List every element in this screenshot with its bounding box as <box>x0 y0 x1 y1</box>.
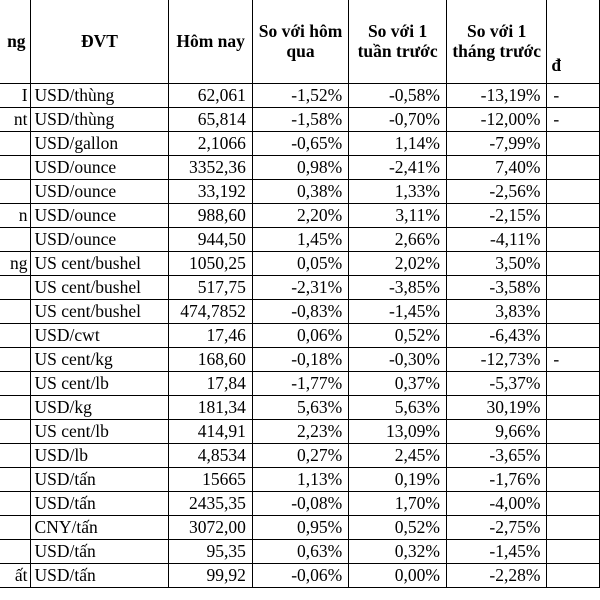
row-vs-week-cell: -1,45% <box>349 300 447 324</box>
row-unit-cell: USD/kg <box>30 396 169 420</box>
row-vs-week-cell: -0,30% <box>349 348 447 372</box>
header-vs-week: So với 1 tuần trước <box>349 0 447 84</box>
row-today-cell: 3352,36 <box>169 156 252 180</box>
row-extra-cell <box>547 300 600 324</box>
table-row <box>0 156 600 180</box>
table-row <box>0 492 600 516</box>
row-vs-month-cell: -12,73% <box>446 348 546 372</box>
row-unit-cell: CNY/tấn <box>30 516 169 540</box>
row-unit-cell: USD/lb <box>30 444 169 468</box>
row-name-cell <box>0 324 30 348</box>
row-name-cell: I <box>0 84 30 108</box>
table-row <box>0 396 600 420</box>
row-today-cell: 95,35 <box>169 540 252 564</box>
row-unit-cell: USD/tấn <box>30 540 169 564</box>
row-extra-cell <box>547 324 600 348</box>
row-today-cell: 414,91 <box>169 420 252 444</box>
row-vs-yesterday-cell: 0,38% <box>252 180 348 204</box>
row-vs-yesterday-cell: -1,58% <box>252 108 348 132</box>
row-extra-cell <box>547 276 600 300</box>
table-row <box>0 252 600 276</box>
row-today-cell: 2,1066 <box>169 132 252 156</box>
row-unit-cell: USD/thùng <box>30 84 169 108</box>
row-today-cell: 65,814 <box>169 108 252 132</box>
row-unit-cell: US cent/kg <box>30 348 169 372</box>
row-vs-week-cell: -2,41% <box>349 156 447 180</box>
row-unit-cell: USD/ounce <box>30 204 169 228</box>
row-vs-week-cell: 13,09% <box>349 420 447 444</box>
row-vs-yesterday-cell: 0,05% <box>252 252 348 276</box>
row-vs-month-cell: -2,75% <box>446 516 546 540</box>
row-name-cell: ng <box>0 252 30 276</box>
row-vs-week-cell: 0,37% <box>349 372 447 396</box>
row-vs-week-cell: 1,14% <box>349 132 447 156</box>
row-vs-month-cell: -2,56% <box>446 180 546 204</box>
row-vs-week-cell: 0,32% <box>349 540 447 564</box>
row-vs-yesterday-cell: 0,95% <box>252 516 348 540</box>
row-name-cell <box>0 180 30 204</box>
table-row <box>0 276 600 300</box>
row-today-cell: 474,7852 <box>169 300 252 324</box>
row-vs-month-cell: -12,00% <box>446 108 546 132</box>
table-row <box>0 324 600 348</box>
row-unit-cell: USD/ounce <box>30 228 169 252</box>
row-unit-cell: USD/gallon <box>30 132 169 156</box>
row-extra-cell <box>547 252 600 276</box>
row-vs-month-cell: -13,19% <box>446 84 546 108</box>
row-unit-cell: US cent/bushel <box>30 276 169 300</box>
row-vs-yesterday-cell: 5,63% <box>252 396 348 420</box>
table-row <box>0 420 600 444</box>
row-unit-cell: USD/ounce <box>30 156 169 180</box>
row-name-cell <box>0 228 30 252</box>
row-today-cell: 4,8534 <box>169 444 252 468</box>
row-extra-cell: - <box>547 84 600 108</box>
row-unit-cell: USD/tấn <box>30 492 169 516</box>
row-vs-week-cell: 2,45% <box>349 444 447 468</box>
row-vs-week-cell: -3,85% <box>349 276 447 300</box>
table-row <box>0 84 600 108</box>
row-name-cell <box>0 492 30 516</box>
row-vs-yesterday-cell: -0,83% <box>252 300 348 324</box>
row-vs-month-cell: -6,43% <box>446 324 546 348</box>
table-row <box>0 444 600 468</box>
table-row <box>0 372 600 396</box>
row-vs-month-cell: 30,19% <box>446 396 546 420</box>
table-row <box>0 180 600 204</box>
row-today-cell: 33,192 <box>169 180 252 204</box>
row-unit-cell: US cent/bushel <box>30 252 169 276</box>
row-today-cell: 181,34 <box>169 396 252 420</box>
row-name-cell <box>0 420 30 444</box>
row-vs-week-cell: 0,52% <box>349 516 447 540</box>
row-extra-cell <box>547 396 600 420</box>
row-vs-month-cell: 9,66% <box>446 420 546 444</box>
row-name-cell <box>0 132 30 156</box>
row-extra-cell <box>547 468 600 492</box>
row-unit-cell: USD/thùng <box>30 108 169 132</box>
row-extra-cell: - <box>547 108 600 132</box>
row-unit-cell: USD/cwt <box>30 324 169 348</box>
row-extra-cell <box>547 420 600 444</box>
row-vs-month-cell: -3,58% <box>446 276 546 300</box>
row-extra-cell <box>547 204 600 228</box>
row-today-cell: 62,061 <box>169 84 252 108</box>
row-vs-yesterday-cell: -0,65% <box>252 132 348 156</box>
row-vs-yesterday-cell: 2,20% <box>252 204 348 228</box>
table-row <box>0 516 600 540</box>
row-vs-yesterday-cell: -0,18% <box>252 348 348 372</box>
row-extra-cell <box>547 516 600 540</box>
row-vs-yesterday-cell: 0,98% <box>252 156 348 180</box>
row-vs-yesterday-cell: 1,13% <box>252 468 348 492</box>
row-name-cell: n <box>0 204 30 228</box>
row-vs-week-cell: 5,63% <box>349 396 447 420</box>
row-vs-month-cell: 3,83% <box>446 300 546 324</box>
row-vs-yesterday-cell: 0,06% <box>252 324 348 348</box>
row-extra-cell <box>547 564 600 588</box>
row-unit-cell: US cent/lb <box>30 420 169 444</box>
row-vs-week-cell: 2,02% <box>349 252 447 276</box>
row-vs-week-cell: 2,66% <box>349 228 447 252</box>
row-name-cell <box>0 516 30 540</box>
header-row <box>0 0 600 84</box>
row-vs-month-cell: -2,15% <box>446 204 546 228</box>
row-today-cell: 988,60 <box>169 204 252 228</box>
table-row <box>0 348 600 372</box>
row-name-cell <box>0 348 30 372</box>
table-body <box>0 84 600 588</box>
row-vs-yesterday-cell: 0,27% <box>252 444 348 468</box>
row-unit-cell: USD/tấn <box>30 564 169 588</box>
row-extra-cell <box>547 372 600 396</box>
row-vs-yesterday-cell: -0,06% <box>252 564 348 588</box>
row-vs-week-cell: 0,00% <box>349 564 447 588</box>
row-vs-month-cell: -4,00% <box>446 492 546 516</box>
row-name-cell <box>0 276 30 300</box>
row-name-cell <box>0 396 30 420</box>
row-extra-cell <box>547 492 600 516</box>
table-row <box>0 228 600 252</box>
row-extra-cell <box>547 540 600 564</box>
row-today-cell: 17,84 <box>169 372 252 396</box>
table-row <box>0 468 600 492</box>
row-today-cell: 17,46 <box>169 324 252 348</box>
row-vs-month-cell: -3,65% <box>446 444 546 468</box>
table-row <box>0 108 600 132</box>
row-today-cell: 99,92 <box>169 564 252 588</box>
row-vs-yesterday-cell: -0,08% <box>252 492 348 516</box>
row-extra-cell <box>547 156 600 180</box>
row-vs-yesterday-cell: 2,23% <box>252 420 348 444</box>
header-name: ng <box>0 0 30 84</box>
row-vs-yesterday-cell: -2,31% <box>252 276 348 300</box>
row-vs-month-cell: -1,45% <box>446 540 546 564</box>
row-name-cell <box>0 156 30 180</box>
row-vs-month-cell: -7,99% <box>446 132 546 156</box>
header-unit: ĐVT <box>30 0 169 84</box>
row-vs-month-cell: -4,11% <box>446 228 546 252</box>
row-vs-week-cell: -0,58% <box>349 84 447 108</box>
row-name-cell <box>0 372 30 396</box>
table-row <box>0 300 600 324</box>
row-name-cell <box>0 444 30 468</box>
row-name-cell: ất <box>0 564 30 588</box>
row-name-cell <box>0 468 30 492</box>
row-today-cell: 944,50 <box>169 228 252 252</box>
row-extra-cell <box>547 444 600 468</box>
row-vs-yesterday-cell: -1,52% <box>252 84 348 108</box>
row-name-cell: nt <box>0 108 30 132</box>
table-row <box>0 564 600 588</box>
row-today-cell: 15665 <box>169 468 252 492</box>
row-vs-month-cell: -5,37% <box>446 372 546 396</box>
row-vs-yesterday-cell: -1,77% <box>252 372 348 396</box>
row-name-cell <box>0 540 30 564</box>
table-row <box>0 132 600 156</box>
header-today: Hôm nay <box>169 0 252 84</box>
row-unit-cell: US cent/lb <box>30 372 169 396</box>
row-extra-cell: - <box>547 348 600 372</box>
row-vs-month-cell: -2,28% <box>446 564 546 588</box>
row-unit-cell: US cent/bushel <box>30 300 169 324</box>
row-vs-month-cell: 7,40% <box>446 156 546 180</box>
row-unit-cell: USD/tấn <box>30 468 169 492</box>
row-extra-cell <box>547 180 600 204</box>
row-extra-cell <box>547 228 600 252</box>
header-vs-yesterday: So với hôm qua <box>252 0 348 84</box>
row-vs-week-cell: 1,33% <box>349 180 447 204</box>
row-vs-yesterday-cell: 1,45% <box>252 228 348 252</box>
row-today-cell: 1050,25 <box>169 252 252 276</box>
row-today-cell: 517,75 <box>169 276 252 300</box>
row-vs-month-cell: 3,50% <box>446 252 546 276</box>
row-vs-yesterday-cell: 0,63% <box>252 540 348 564</box>
header-vs-month: So với 1 tháng trước <box>446 0 546 84</box>
row-vs-week-cell: 1,70% <box>349 492 447 516</box>
table-row <box>0 540 600 564</box>
row-today-cell: 168,60 <box>169 348 252 372</box>
row-today-cell: 3072,00 <box>169 516 252 540</box>
row-today-cell: 2435,35 <box>169 492 252 516</box>
row-extra-cell <box>547 132 600 156</box>
row-vs-week-cell: 0,19% <box>349 468 447 492</box>
row-unit-cell: USD/ounce <box>30 180 169 204</box>
row-vs-month-cell: -1,76% <box>446 468 546 492</box>
table-row <box>0 204 600 228</box>
row-name-cell <box>0 300 30 324</box>
row-vs-week-cell: 3,11% <box>349 204 447 228</box>
row-vs-week-cell: 0,52% <box>349 324 447 348</box>
row-vs-week-cell: -0,70% <box>349 108 447 132</box>
header-extra: đ <box>547 0 600 84</box>
